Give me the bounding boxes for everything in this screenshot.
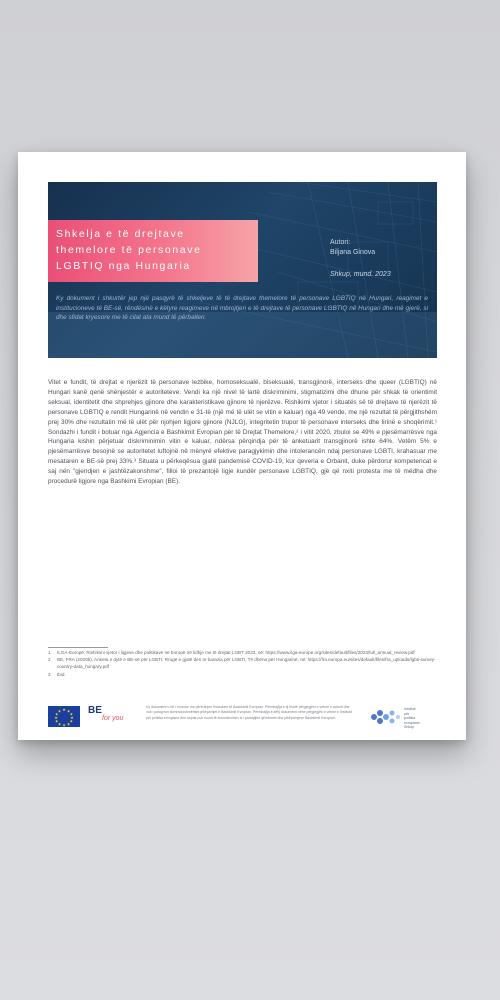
svg-text:★: ★ <box>69 718 74 724</box>
svg-text:★: ★ <box>54 718 59 724</box>
institute-logo <box>368 706 438 728</box>
svg-text:★: ★ <box>57 721 62 727</box>
author-label: Autori: <box>330 239 351 246</box>
svg-text:★: ★ <box>54 715 58 720</box>
footer-logos <box>48 704 437 728</box>
svg-text:★: ★ <box>69 711 74 717</box>
be-logo-subtext: for you <box>102 715 124 722</box>
document-page <box>18 152 466 740</box>
institute-name: Instituti për politika evropiane Shkup <box>404 707 420 730</box>
title-line: Shkelja e të drejtave <box>56 228 185 240</box>
svg-text:★: ★ <box>62 722 66 727</box>
institute-dots-icon <box>368 706 402 728</box>
svg-text:★: ★ <box>62 707 66 712</box>
footnote-number: 3 <box>48 671 51 677</box>
be-for-you-logo <box>88 705 134 727</box>
footnote <box>48 656 437 670</box>
svg-text:★: ★ <box>54 711 59 717</box>
title-box <box>48 220 258 282</box>
header-banner <box>48 182 437 358</box>
footnote-text: BE, FRA (2020b), Anketa e dytë e BE-së për LGBTI: Rrugë e gjatë deri te barazia për LGBTI, Të dhëna për Hungarinë, në: https://fra.europa.eu/sites/default/files/fra_uploads/lgbti-survey-country-data_hungary.pdf <box>57 657 436 670</box>
footnote <box>48 671 437 678</box>
footnote <box>48 649 437 656</box>
be-logo-text: BE <box>88 705 102 716</box>
footnote-text: ILGA-Europë, Rishikimi vjetor i ligjeve dhe politikave në Evropë në lidhje me të drejtat LGBT 2023, në: https://www.ilga-europe.org/sites/default/files/2023/full_annual_review.pdf <box>57 650 415 655</box>
svg-text:★: ★ <box>66 708 71 714</box>
footnotes <box>48 649 437 678</box>
svg-text:★: ★ <box>57 708 62 714</box>
abstract: Ky dokument i shkurtër jep një pasqyrë të shkeljeve të të drejtave themelore të personave LGBTIQ në Hungari, reagimet e institucioneve të BE-së, rëndësinë e këtyre reagimeve në mbrojtjen e të drejtave të personave LGBTIQ në Hungari dhe më gjerë, si dhe sfidat kryesore me të cilat ata mund të përballen. <box>56 295 428 322</box>
body-paragraph: Vitet e fundit, të drejtat e njerëzit të personave lezbike, homoseksualë, biseksualë, transgjinorë, interseks dhe queer (LGBTIQ) në Hungari kanë qenë shënjestër e autoriteteve. Vendi ka një nivel të lartë diskriminimi, stigmatizimi dhe dhune për shkak të orientimit seksual, identitetit dhe shprehjes gjinore dhe karakteristikave gjinore të njerëzve. Rishikimi vjetor i situatës së të drejtave të njerëzit të personave LGBTIQ e rendit Hungarinë në vendin e 31-të (një më të ulët se vitin e kaluar) nga 49 vende, me një rezultat të përgjithshëm prej 30% dhe rezultatin më të ulët për njohjen ligjore gjinore (NJLG), integritetin trupor të personave interseks dhe lirinë e shoqërimit.¹ Sondazhi i fundit i botuar nga Agjencia e Bashkimit Evropian për të Drejtat Themelore,² i vitit 2020, zbuloi se 49% e pjesëmarrësve nga Hungaria kishin përjetuar diskriminimin vitin e kaluar, ndërsa përqindja për të anketuarit transgjinorë ishte 64%. Vetëm 5% e pjesëmarrësve besojnë se autoritetet luftojnë në mënyrë efektive paragjykimin dhe intolerancën ndaj personave LGBTI, krahasuar me mesataren e BE-së prej 33%.³ Situata u përkeqësua gjatë pandemisë COVID-19, kur qeveria e Orbanit, duke përdorur kompetencat e saj nën "gjendjen e jashtëzakonshme", filloi të prezantojë ligje kundër personave LGBTIQ, gjë që nxiti protesta me të mëdha dhe procedurë ligjore nga Bashkimi Evropian (BE). <box>48 379 437 486</box>
footnote-number: 2 <box>48 657 51 663</box>
svg-text:★: ★ <box>66 721 71 727</box>
svg-text:★: ★ <box>70 715 74 720</box>
date-location: Shkup, mund. 2023 <box>330 271 391 278</box>
eu-disclaimer: Ky dokument u bë i mundur me përkrahjen financiare të Bashkimit Evropian. Përmbajtja e tij është përgjegjësi e vetme e autorit dhe nuk i pasqyron domosdoshmërisht pikëpamjet e Bashkimit Evropian. Përmbajtja e këtij dokumenti nëse përgjegjës e vetme e Institutit për politika evropiane dhe aspak nuk mund të konsiderohen si i paraqitjes qëndrimet dhe pikëpamjeve Bashkimit Evropian. <box>146 705 353 720</box>
footnote-number: 1 <box>48 650 51 655</box>
footnote-text: Ibid. <box>57 671 66 677</box>
author-name: Biljana Ginova <box>330 249 376 256</box>
title-line: themelore të personave <box>56 244 202 256</box>
author-meta <box>330 238 391 280</box>
footnote-divider <box>48 647 108 648</box>
eu-stars-icon <box>48 706 80 727</box>
title-line: LGBTIQ nga Hungaria <box>56 260 191 272</box>
eu-flag-logo <box>48 706 80 727</box>
